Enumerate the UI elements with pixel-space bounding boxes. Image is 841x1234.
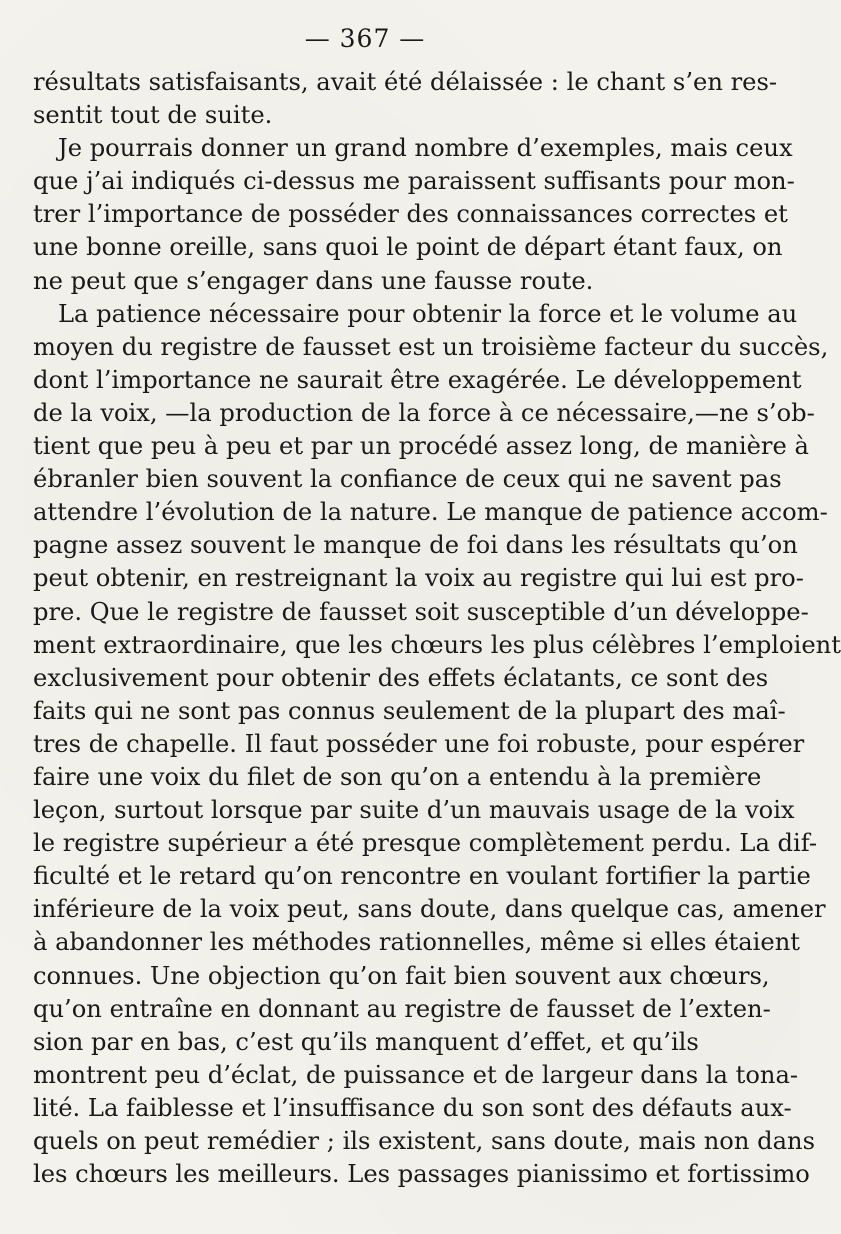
text-line: montrent peu d’éclat, de puissance et de largeur dans la tona- xyxy=(33,1060,799,1089)
text-line: le registre supérieur a été presque complètement perdu. La dif- xyxy=(33,829,818,858)
text-line: faits qui ne sont pas connus seulement de la plupart des maî- xyxy=(33,696,786,725)
text-line: à abandonner les méthodes rationnelles, même si elles étaient xyxy=(33,928,801,957)
text-line: faire une voix du filet de son qu’on a entendu à la première xyxy=(33,762,762,791)
text-line: lité. La faiblesse et l’insuffisance du son sont des défauts aux- xyxy=(33,1093,792,1122)
paragraph-start-line: Je pourrais donner un grand nombre d’exemples, mais ceux xyxy=(58,134,793,163)
text-line: attendre l’évolution de la nature. Le manque de patience accom- xyxy=(33,498,828,527)
text-line: ment extraordinaire, que les chœurs les plus célèbres l’emploient xyxy=(33,630,841,659)
text-line: résultats satisfaisants, avait été délaissée : le chant s’en res- xyxy=(33,68,778,96)
text-line: quels on peut remédier ; ils existent, sans doute, mais non dans xyxy=(33,1127,815,1155)
text-line: tient que peu à peu et par un procédé assez long, de manière à xyxy=(33,432,809,461)
text-line: sentit tout de suite. xyxy=(33,101,273,130)
text-line: ébranler bien souvent la confiance de ceux qui ne savent pas xyxy=(33,465,782,494)
paragraph-start-line: La patience nécessaire pour obtenir la force et le volume au xyxy=(58,299,798,328)
text-line: connues. Une objection qu’on fait bien souvent aux chœurs, xyxy=(33,961,770,990)
text-line: peut obtenir, en restreignant la voix au registre qui lui est pro- xyxy=(33,564,804,593)
text-line: de la voix, —la production de la force à ce nécessaire,—ne s’ob- xyxy=(33,398,815,427)
text-line: exclusivement pour obtenir des effets éclatants, ce sont des xyxy=(33,663,769,692)
text-line: les chœurs les meilleurs. Les passages pianissimo et fortissimo xyxy=(33,1160,810,1189)
text-line: inférieure de la voix peut, sans doute, dans quelque cas, amener xyxy=(33,895,826,924)
text-line: pagne assez souvent le manque de foi dans les résultats qu’on xyxy=(33,531,798,560)
text-line: que j’ai indiqués ci-dessus me paraissent suffisants pour mon- xyxy=(33,167,795,196)
page-number: — 367 — xyxy=(304,24,426,53)
text-line: leçon, surtout lorsque par suite d’un mauvais usage de la voix xyxy=(33,796,795,825)
text-line: pre. Que le registre de fausset soit susceptible d’un développe- xyxy=(33,597,809,626)
text-line: dont l’importance ne saurait être exagérée. Le développement xyxy=(33,365,802,394)
text-line: sion par en bas, c’est qu’ils manquent d’effet, et qu’ils xyxy=(33,1027,699,1056)
body-text xyxy=(33,66,841,1191)
text-line: une bonne oreille, sans quoi le point de départ étant faux, on xyxy=(33,233,783,262)
text-line: moyen du registre de fausset est un troisième facteur du succès, xyxy=(33,332,829,361)
text-line: qu’on entraîne en donnant au registre de fausset de l’exten- xyxy=(33,994,771,1023)
text-line: ficulté et le retard qu’on rencontre en voulant fortifier la partie xyxy=(33,862,811,891)
text-line: ne peut que s’engager dans une fausse route. xyxy=(33,266,594,295)
text-line: tres de chapelle. Il faut posséder une foi robuste, pour espérer xyxy=(33,729,805,758)
text-line: trer l’importance de posséder des connaissances correctes et xyxy=(33,200,788,229)
